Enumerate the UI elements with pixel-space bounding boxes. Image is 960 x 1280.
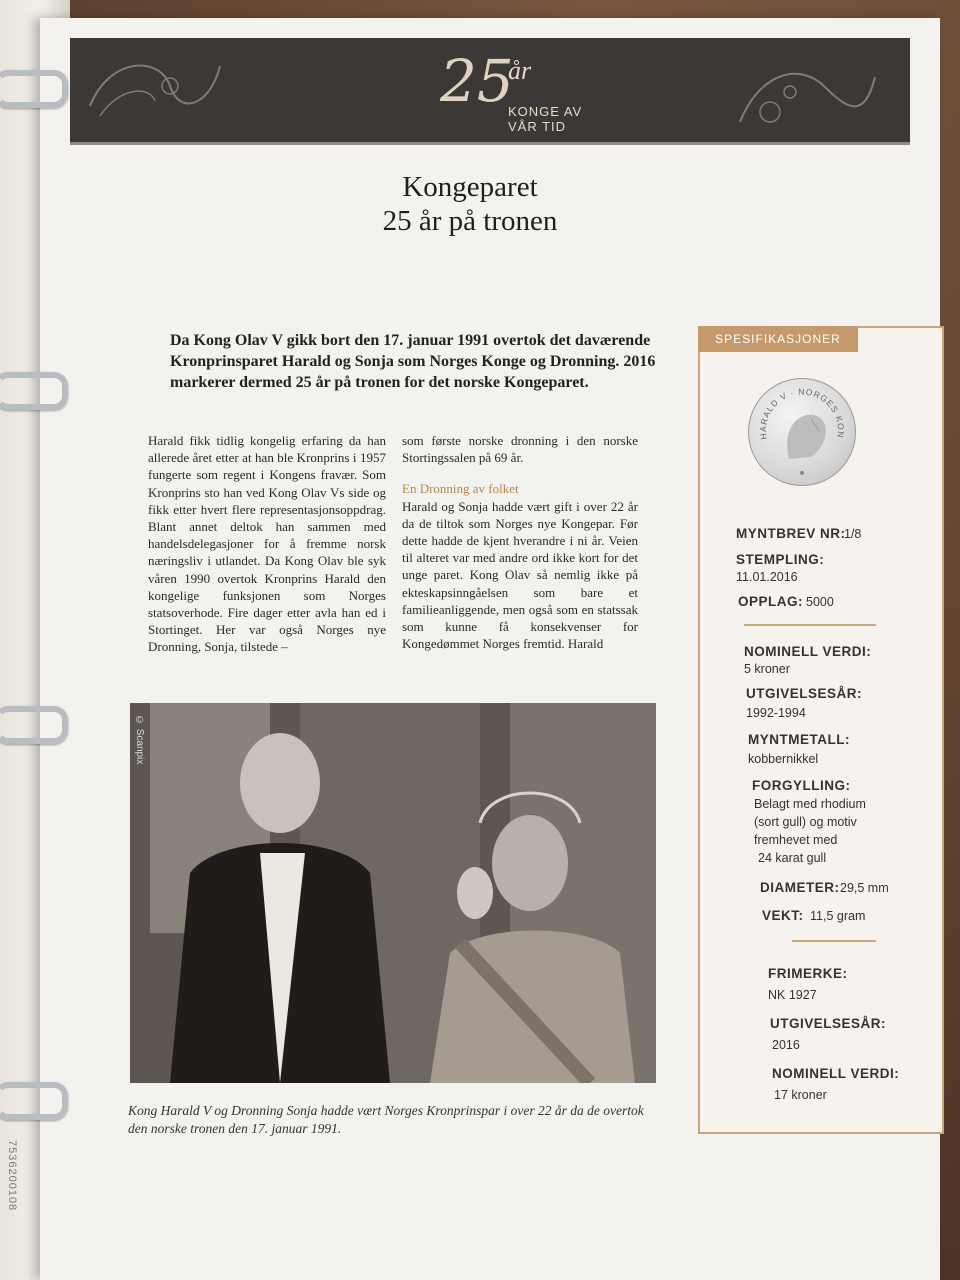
- forgylling-line4: 24 karat gull: [758, 851, 827, 865]
- utgivelse-label: UTGIVELSESÅR:: [746, 686, 863, 701]
- page-title: [260, 170, 680, 238]
- vekt-value: 11,5 gram: [810, 909, 866, 923]
- forgylling-line2: (sort gull) og motiv: [754, 815, 857, 829]
- frimerke-label: FRIMERKE:: [768, 966, 848, 981]
- stamp-nominell-value: 17 kroner: [774, 1088, 827, 1102]
- spec-divider: [792, 940, 876, 942]
- stempling-label: STEMPLING:: [736, 552, 825, 567]
- royal-couple-photo: [130, 703, 656, 1083]
- logo-line2: VÅR TID: [508, 119, 567, 134]
- stempling-value: 11.01.2016: [736, 570, 798, 584]
- page-code: 7536200108: [6, 1140, 18, 1212]
- forgylling-line1: Belagt med rhodium: [754, 797, 866, 811]
- photo-caption: Kong Harald V og Dronning Sonja hadde vært Norges Kronprinspar i over 22 år da de overtok den norske tronen den 17. januar 1991.: [128, 1103, 644, 1136]
- utgivelse-value: 1992-1994: [746, 706, 806, 720]
- coin-image: [748, 378, 856, 486]
- opplag-label: OPPLAG:: [738, 594, 804, 609]
- binder-ring-icon: [0, 372, 68, 410]
- opplag-value: 5000: [806, 595, 834, 609]
- nominell-value: 5 kroner: [744, 662, 790, 676]
- header-band: [70, 38, 910, 145]
- photo-credit: © Scanpix: [134, 715, 145, 765]
- binder-ring-icon: [0, 706, 68, 744]
- body-column-right: [402, 432, 638, 652]
- stamp-nominell-label: NOMINELL VERDI:: [772, 1066, 900, 1081]
- body-text-right-main: Harald og Sonja hadde vært gift i over 22 år da de tiltok som Norges nye Kongepar. Før dette hadde de kjent hverandre i ni år. Veien til alteret var med andre ord ikke kort for det unge paret. Kong Olav så nemlig ikke på ekteskapsinngåelsen som bare et familieanliggende, men også som en statssak som kunne få konsekvenser for Kongedømmet Norges fremtid. Harald: [402, 498, 638, 652]
- myntmetall-label: MYNTMETALL:: [748, 732, 850, 747]
- logo-line1: KONGE AV: [508, 104, 583, 119]
- diameter-value: 29,5 mm: [840, 881, 889, 895]
- anniversary-logo: [440, 47, 640, 134]
- photo-illustration: [130, 703, 656, 1083]
- stamp-utgivelse-label: UTGIVELSESÅR:: [770, 1016, 887, 1031]
- myntmetall-value: kobbernikkel: [748, 752, 819, 766]
- forgylling-line3: fremhevet med: [754, 833, 838, 847]
- ornament-swirl-right: [730, 52, 880, 132]
- frimerke-value: NK 1927: [768, 988, 817, 1002]
- body-text-left: Harald fikk tidlig kongelig erfaring da han allerede året etter at han ble Kronprins i 1957 fungerte som regent i Kongens fravær. Som Kronprins sto han ved Kong Olav Vs side og fikk etter hvert flere representasjonsoppdrag. Blant annet deltok han sammen med handelsdelegasjoner for å fremme norsk næringsliv i utlandet. Da Kong Olav ble syk våren 1990 overtok Kronprins Harald den kongelige funksjonen som Norges statsoverhode. Fire dager etter avla han ed i Stortinget. Her var også Norges nye Dronning, Sonja, tilstede –: [148, 433, 386, 655]
- title-line1: Kongeparet: [402, 171, 538, 203]
- coin-portrait-icon: [749, 379, 855, 485]
- body-column-left: [148, 432, 386, 656]
- logo-number: 25: [440, 47, 514, 115]
- coin-inscription: HARALD V · NORGES KON: [757, 386, 847, 441]
- myntbrev-value: 1/8: [844, 527, 862, 541]
- intro-paragraph: Da Kong Olav V gikk bort den 17. januar 1991 overtok det daværende Kronprinsparet Harald og Sonja som Norges Konge og Dronning. 2016 markerer dermed 25 år på tronen for det norske Kongeparet.: [170, 332, 656, 391]
- vekt-label: VEKT:: [762, 908, 804, 923]
- binder-ring-icon: [0, 70, 68, 108]
- forgylling-label: FORGYLLING:: [752, 778, 851, 793]
- logo-ar: år: [508, 56, 532, 85]
- spec-box: [698, 326, 944, 1134]
- section-subheading: En Dronning av folket: [402, 481, 519, 497]
- spec-heading: SPESIFIKASJONER: [698, 326, 858, 352]
- body-text-right-intro: som første norske dronning i den norske Stortingssalen på 69 år.: [402, 433, 638, 466]
- myntbrev-label: MYNTBREV NR:: [736, 526, 846, 541]
- title-line2: 25 år på tronen: [382, 205, 558, 237]
- nominell-label: NOMINELL VERDI:: [744, 644, 872, 659]
- stamp-utgivelse-value: 2016: [772, 1038, 800, 1052]
- binder-ring-icon: [0, 1082, 68, 1120]
- ornament-swirl-left: [80, 46, 230, 126]
- spec-divider: [744, 624, 876, 626]
- diameter-label: DIAMETER:: [760, 880, 840, 895]
